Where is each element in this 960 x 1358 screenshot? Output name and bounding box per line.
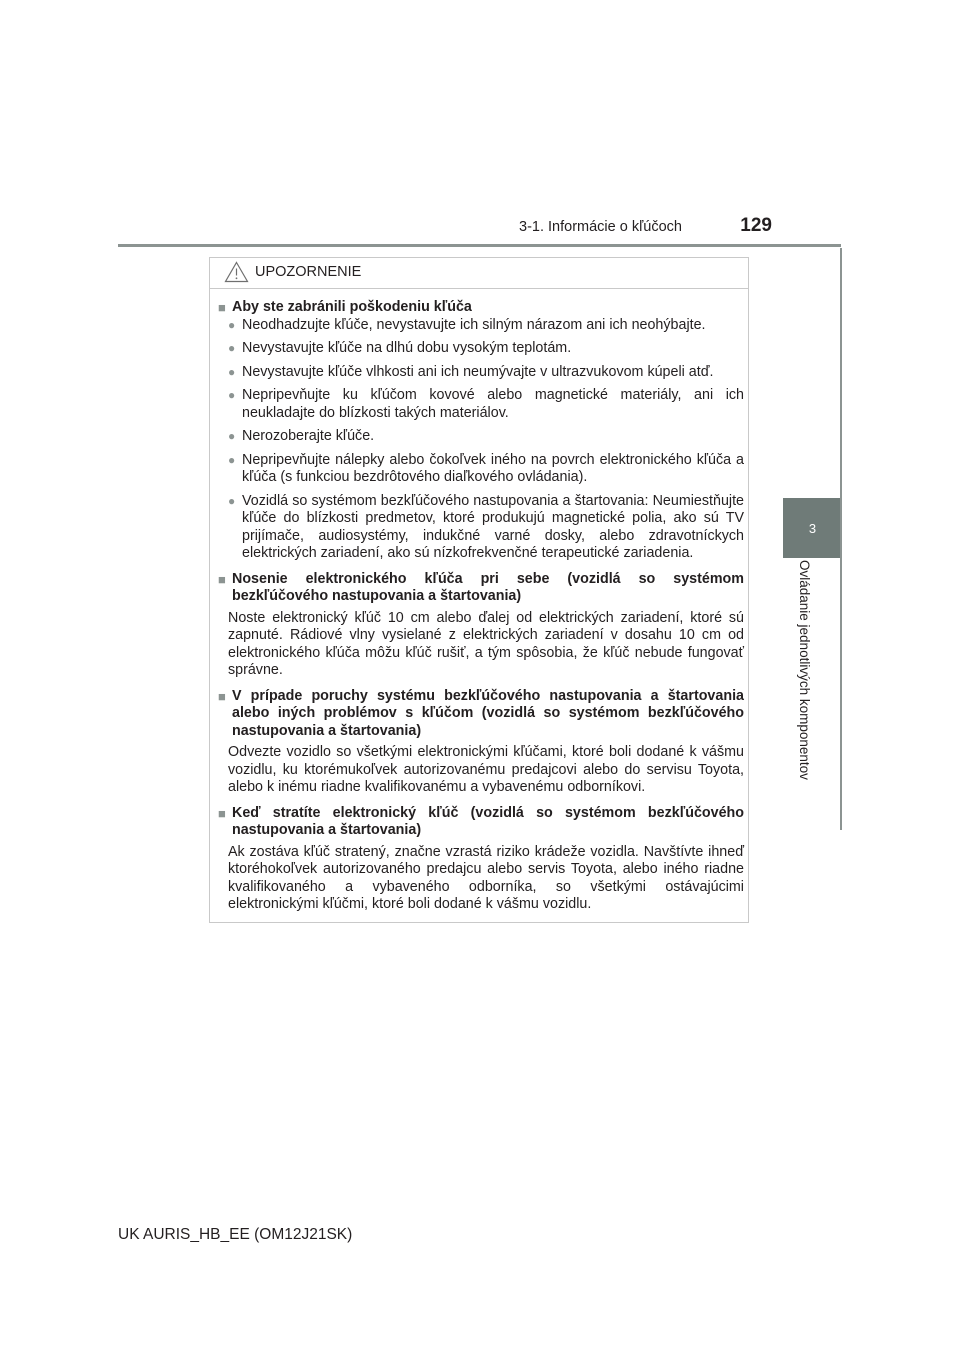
- square-bullet-icon: ■: [218, 300, 226, 315]
- list-item: ● Nepripevňujte nálepky alebo čokoľvek iného na povrch elektronického kľúča a kľúča (s funkciou bezdrôtového diaľkového ovládania).: [228, 451, 744, 485]
- chapter-tab: [783, 498, 842, 558]
- warning-section: [218, 571, 744, 680]
- chapter-number: 3: [808, 520, 817, 536]
- warning-section: [218, 805, 744, 914]
- warning-section: [218, 688, 744, 797]
- square-bullet-icon: ■: [218, 805, 226, 821]
- header-divider: [118, 244, 841, 247]
- document-code: UK AURIS_HB_EE (OM12J21SK): [118, 1226, 353, 1243]
- side-divider: [840, 248, 842, 830]
- warning-section: [218, 299, 744, 563]
- page-number: 129: [740, 215, 772, 236]
- square-bullet-icon: ■: [218, 571, 226, 587]
- list-item: ● Nepripevňujte ku kľúčom kovové alebo magnetické materiály, ani ich neukladajte do blízkosti takých materiálov.: [228, 387, 744, 421]
- section-title: 3-1. Informácie o kľúčoch: [519, 219, 682, 235]
- chapter-title: Ovládanie jednotlivých komponentov: [797, 560, 812, 780]
- warning-title: UPOZORNENIE: [255, 264, 362, 280]
- circle-bullet-icon: ●: [228, 317, 236, 332]
- warning-triangle-icon: [224, 261, 249, 283]
- section-text: Ak zostáva kľúč stratený, značne vzrastá riziko krádeže vozidla. Navštívte ihneď ktoréhokoľvek autorizovaného predajcu alebo servis Toyota, alebo iného riadne kvalifikovaného a vybaveného odborníka, so všetkými ostávajúcimi elektronickými kľúčmi, ktoré boli dodané k vášmu vozidlu.: [228, 843, 744, 912]
- list-item: ● Nerozoberajte kľúče.: [228, 428, 375, 444]
- section-text: Noste elektronický kľúč 10 cm alebo ďalej od elektrických zariadení, ktoré sú zapnuté. Rádiové vlny vysielané z elektrických zariadení v dosahu 10 cm od elektronického kľúča môžu kľúč rušiť, a tým spôsobia, že kľúč nebude fungovať správne.: [228, 609, 744, 678]
- section-heading: ■ V prípade poruchy systému bezkľúčového nastupovania a štartovania alebo iných problémov s kľúčom (vozidlá so systémom bezkľúčového nastupovania a štartovania): [218, 687, 744, 739]
- list-item: ● Nevystavujte kľúče na dlhú dobu vysokým teplotám.: [228, 340, 572, 356]
- warning-body: [218, 299, 744, 922]
- list-item: ● Nevystavujte kľúče vlhkosti ani ich neumývajte v ultrazvukovom kúpeli atď.: [228, 363, 714, 380]
- section-heading: ■ Aby ste zabránili poškodeniu kľúča: [218, 299, 472, 315]
- circle-bullet-icon: ●: [228, 452, 236, 467]
- section-text: Odvezte vozidlo so všetkými elektronickými kľúčami, ktoré boli dodané k vášmu vozidlu, ku ktorémukoľvek autorizovanému predajcovi alebo do servisu Toyota, alebo k inému riadne kvalifikovanému a vybavenému odborníkovi.: [228, 744, 744, 795]
- section-heading: ■ Keď stratíte elektronický kľúč (vozidlá so systémom bezkľúčového nastupovania a štartovania): [218, 804, 744, 838]
- square-bullet-icon: ■: [218, 688, 226, 704]
- circle-bullet-icon: ●: [228, 429, 236, 443]
- list-item: ● Neodhadzujte kľúče, nevystavujte ich silným nárazom ani ich neohýbajte.: [228, 316, 706, 333]
- section-heading: ■ Nosenie elektronického kľúča pri sebe (vozidlá so systémom bezkľúčového nastupovania a štartovania): [218, 570, 744, 604]
- circle-bullet-icon: ●: [228, 341, 236, 355]
- circle-bullet-icon: ●: [228, 493, 236, 508]
- warning-header: [210, 258, 748, 289]
- circle-bullet-icon: ●: [228, 364, 236, 379]
- warning-box: [209, 257, 749, 923]
- list-item: ● Vozidlá so systémom bezkľúčového nastupovania a štartovania: Neumiestňujte kľúče do blízkosti predmetov, ktoré produkujú magnetické polia, ako sú TV prijímače, audiosystémy, indukčné varné dosky, alebo zdravotníckych elektrických zariadení, ako sú nízkofrekvenčné terapeutické zariadenia.: [228, 492, 744, 561]
- circle-bullet-icon: ●: [228, 388, 236, 402]
